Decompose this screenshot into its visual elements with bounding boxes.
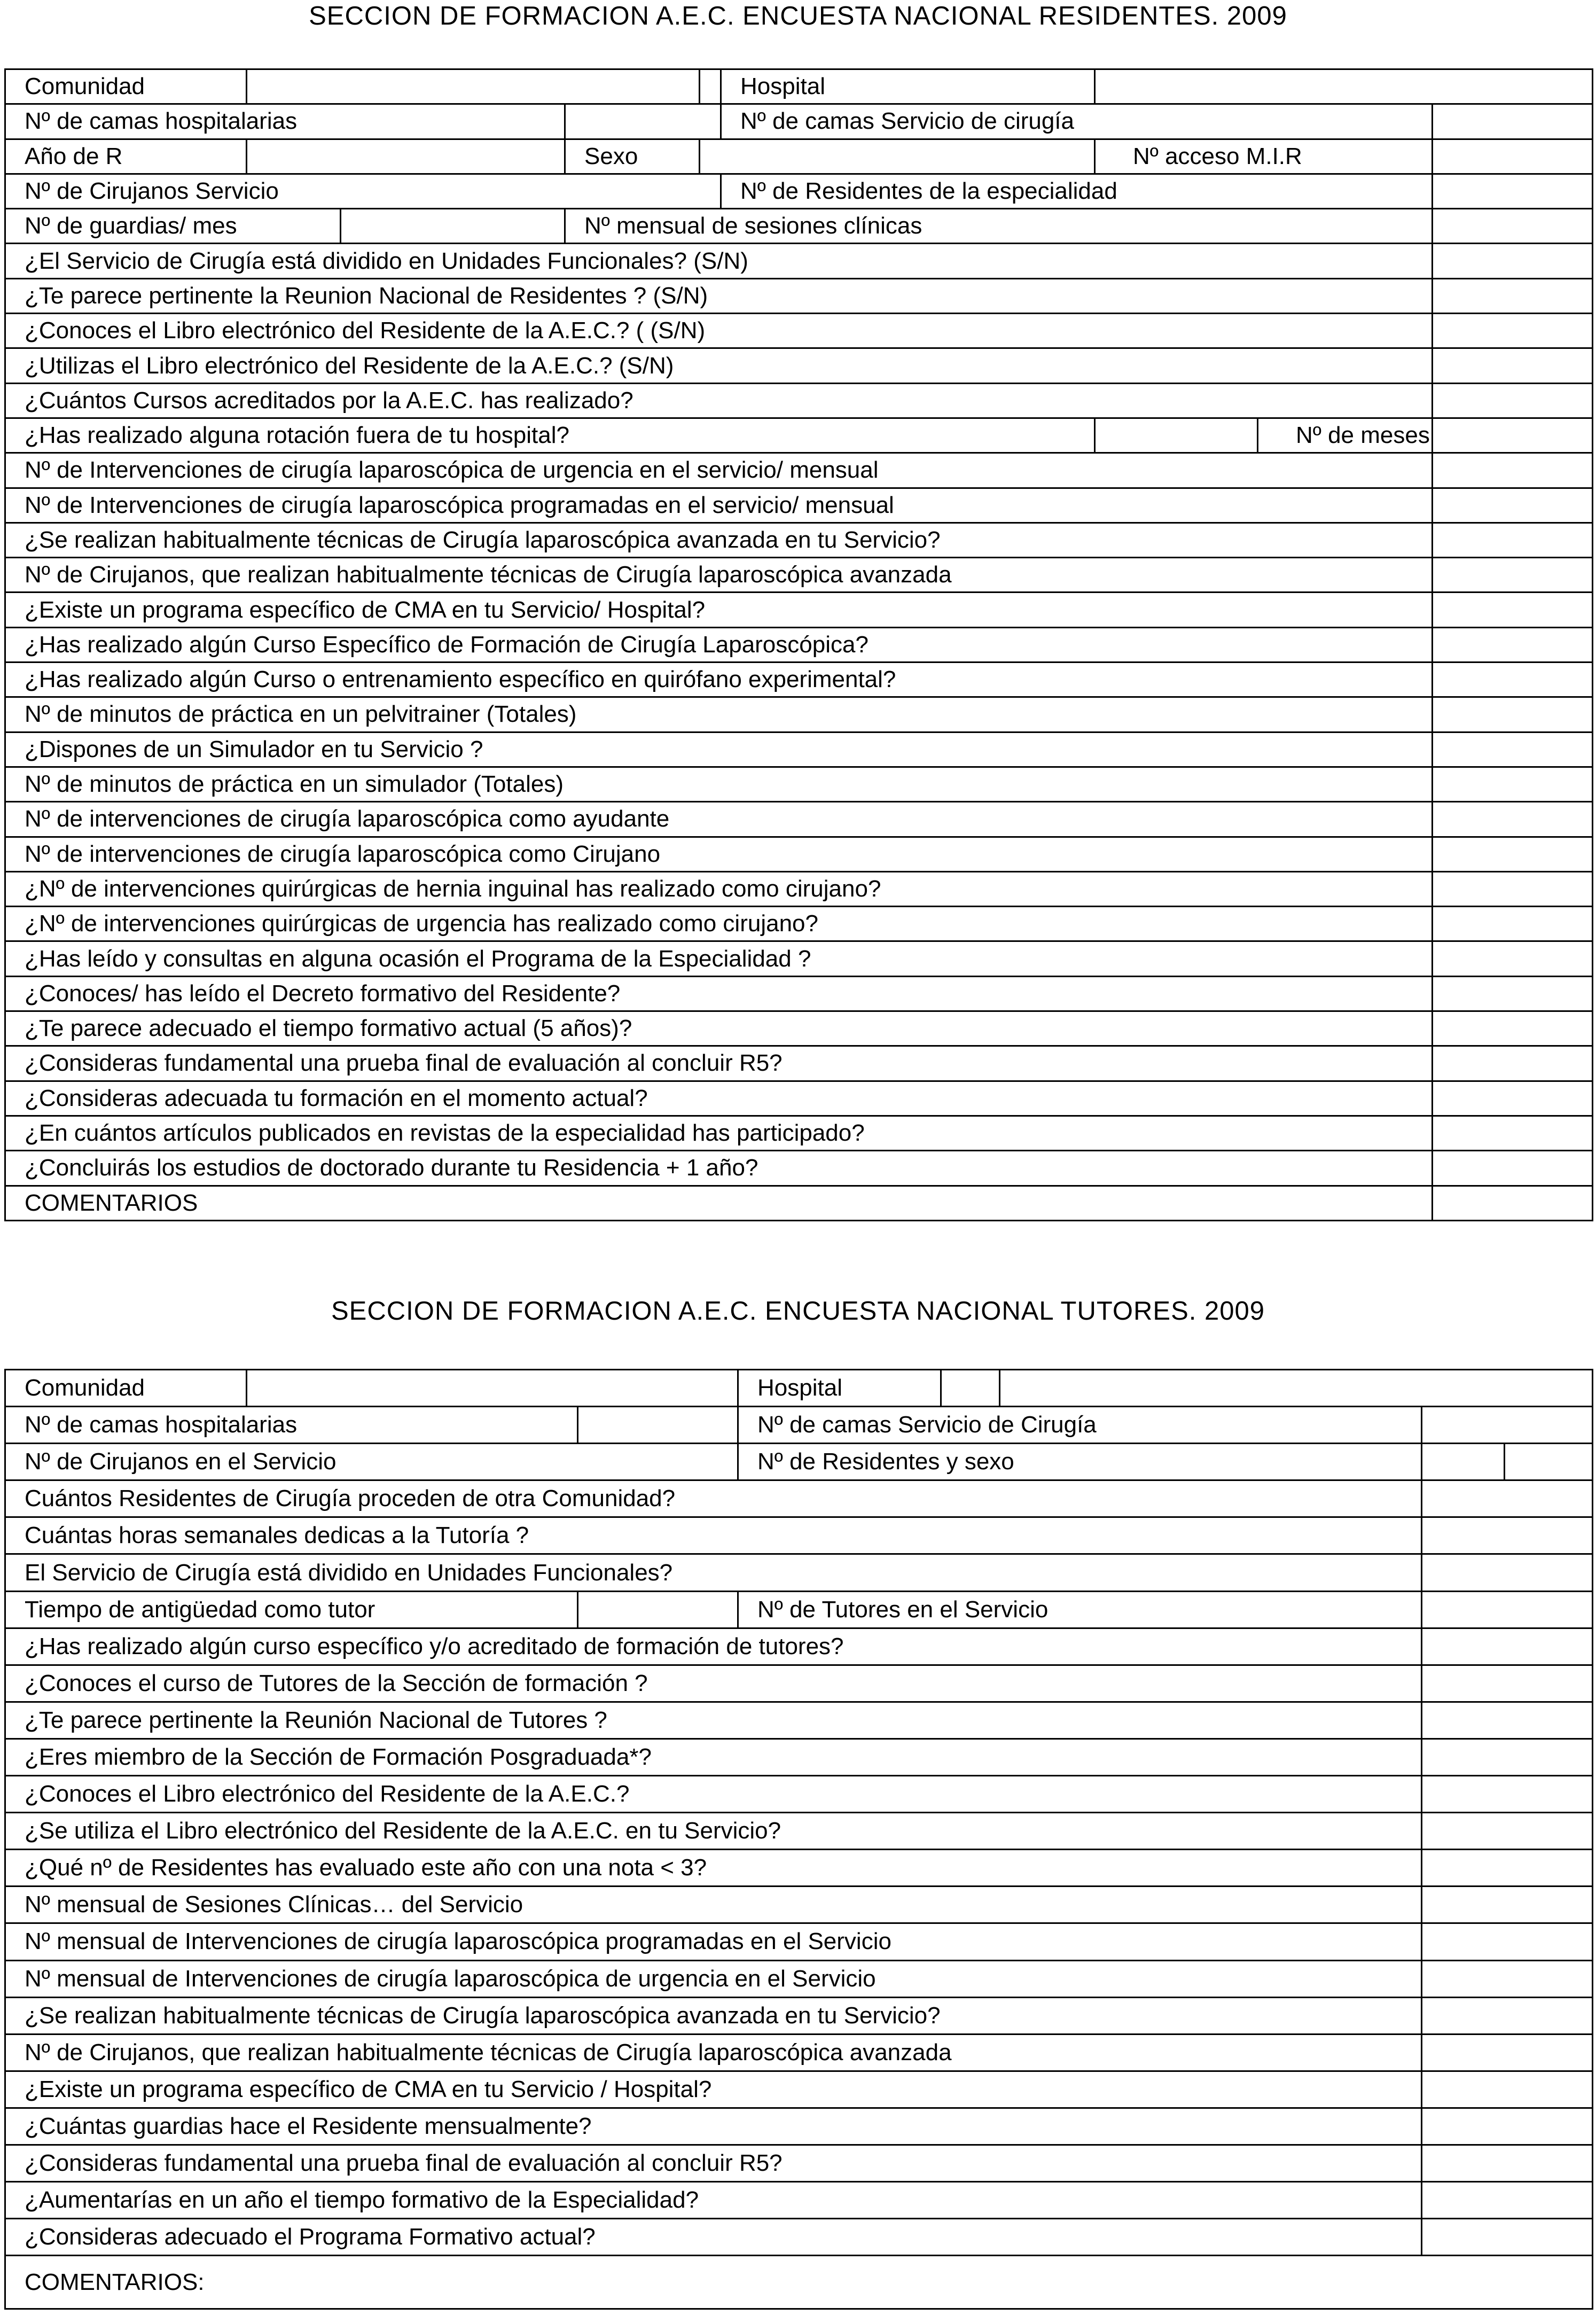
table-row: [5, 907, 1593, 941]
question-label: ¿Existe un programa específico de CMA en tu Servicio/ Hospital?: [5, 593, 1433, 627]
question-answer[interactable]: [1433, 244, 1593, 278]
table-row: [5, 2182, 1593, 2219]
question-answer[interactable]: [1422, 2071, 1593, 2108]
spacer-cell: [700, 69, 721, 104]
question-label: ¿Eres miembro de la Sección de Formación Posgraduada*?: [5, 1739, 1422, 1775]
table-row: [5, 1850, 1593, 1887]
table-row: [5, 871, 1593, 906]
question-answer[interactable]: [1433, 523, 1593, 557]
question-answer[interactable]: [1433, 488, 1593, 523]
question-label: ¿Consideras adecuada tu formación en el momento actual?: [5, 1081, 1433, 1116]
question-label: El Servicio de Cirugía está dividido en Unidades Funcionales?: [5, 1554, 1422, 1591]
question-label: ¿Te parece pertinente la Reunión Nacional de Tutores ?: [5, 1702, 1422, 1739]
input-guardias[interactable]: [341, 209, 565, 244]
table-row: [5, 1046, 1593, 1081]
question-answer[interactable]: [1422, 1517, 1593, 1554]
input-camas-servicio[interactable]: [1433, 104, 1593, 139]
table-row: [5, 2108, 1593, 2145]
input-residentes-especialidad[interactable]: [1433, 174, 1593, 208]
input-camas-hospitalarias-tutores[interactable]: [578, 1407, 738, 1444]
label-guardias: Nº de guardias/ mes: [5, 209, 341, 244]
question-label: ¿Has leído y consultas en alguna ocasión el Programa de la Especialidad ?: [5, 941, 1433, 976]
table-row: [5, 488, 1593, 523]
table-row: [5, 2256, 1593, 2309]
table-row: [5, 314, 1593, 348]
table-row: [5, 1960, 1593, 1997]
question-answer[interactable]: [1422, 1665, 1593, 1702]
table-row: [5, 593, 1593, 627]
input-antiguedad[interactable]: [578, 1591, 738, 1628]
question-label: Nº de minutos de práctica en un pelvitrainer (Totales): [5, 697, 1433, 732]
question-answer[interactable]: [1433, 558, 1593, 593]
question-answer[interactable]: [1433, 593, 1593, 627]
question-answer[interactable]: [1433, 1116, 1593, 1150]
residentes-survey-table: [4, 68, 1593, 1221]
question-label: ¿Utilizas el Libro electrónico del Residente de la A.E.C.? (S/N): [5, 348, 1433, 383]
table-row: [5, 802, 1593, 837]
input-meses[interactable]: [1433, 418, 1593, 453]
question-label: ¿Te parece adecuado el tiempo formativo actual (5 años)?: [5, 1011, 1433, 1046]
input-comentarios[interactable]: [1433, 1186, 1593, 1220]
question-label: ¿Se utiliza el Libro electrónico del Residente de la A.E.C. en tu Servicio?: [5, 1813, 1422, 1850]
question-answer[interactable]: [1433, 1046, 1593, 1081]
question-label: Nº de Cirujanos, que realizan habitualmente técnicas de Cirugía laparoscópica avanzada: [5, 558, 1433, 593]
table-row: [5, 1887, 1593, 1923]
table-row: [5, 1813, 1593, 1850]
question-label: ¿Existe un programa específico de CMA en tu Servicio / Hospital?: [5, 2071, 1422, 2108]
question-label: ¿Nº de intervenciones quirúrgicas de urgencia has realizado como cirujano?: [5, 907, 1433, 941]
question-answer[interactable]: [1422, 1554, 1593, 1591]
question-answer[interactable]: [1422, 1997, 1593, 2034]
table-row: [5, 1554, 1593, 1591]
table-row: [5, 69, 1593, 104]
table-row: [5, 2219, 1593, 2256]
table-row: [5, 244, 1593, 278]
input-residentes-sexo[interactable]: [1505, 1444, 1593, 1480]
question-label: Nº de Intervenciones de cirugía laparoscópica de urgencia en el servicio/ mensual: [5, 453, 1433, 488]
question-label: Nº de intervenciones de cirugía laparoscópica como ayudante: [5, 802, 1433, 837]
question-answer[interactable]: [1422, 1850, 1593, 1887]
tutores-survey-table: [4, 1369, 1593, 2310]
spacer-cell: [941, 1370, 1000, 1407]
question-label: ¿Se realizan habitualmente técnicas de Cirugía laparoscópica avanzada en tu Servicio?: [5, 523, 1433, 557]
input-ano-r[interactable]: [247, 139, 565, 174]
table-row: [5, 1444, 1593, 1480]
question-answer[interactable]: [1433, 1011, 1593, 1046]
label-camas-hospitalarias: Nº de camas hospitalarias: [5, 104, 565, 139]
question-answer[interactable]: [1422, 1887, 1593, 1923]
question-label: ¿Conoces el curso de Tutores de la Sección de formación ?: [5, 1665, 1422, 1702]
label-cirujanos-servicio: Nº de Cirujanos Servicio: [5, 174, 721, 208]
input-num-tutores[interactable]: [1422, 1591, 1593, 1628]
question-answer[interactable]: [1433, 941, 1593, 976]
table-row: [5, 697, 1593, 732]
question-answer[interactable]: [1422, 2108, 1593, 2145]
label-residentes-sexo: Nº de Residentes y sexo: [738, 1444, 1422, 1480]
table-row: [5, 1739, 1593, 1775]
table-row: [5, 1517, 1593, 1554]
label-hospital-tutores: Hospital: [738, 1370, 941, 1407]
question-answer[interactable]: [1433, 767, 1593, 801]
question-label: Nº de Intervenciones de cirugía laparoscópica programadas en el servicio/ mensual: [5, 488, 1433, 523]
question-answer[interactable]: [1422, 1813, 1593, 1850]
question-answer[interactable]: [1433, 1081, 1593, 1116]
table-row: [5, 1997, 1593, 2034]
question-label: Nº de Cirujanos, que realizan habitualmente técnicas de Cirugía laparoscópica avanzada: [5, 2034, 1422, 2071]
table-row: [5, 2034, 1593, 2071]
question-label: Cuántas horas semanales dedicas a la Tutoría ?: [5, 1517, 1422, 1554]
question-label: ¿Conoces el Libro electrónico del Residente de la A.E.C.?: [5, 1776, 1422, 1813]
input-rotacion[interactable]: [1095, 418, 1258, 453]
input-sexo[interactable]: [700, 139, 1095, 174]
question-answer[interactable]: [1422, 1923, 1593, 1960]
table-row: [5, 976, 1593, 1011]
question-answer[interactable]: [1433, 453, 1593, 488]
table-row: [5, 2071, 1593, 2108]
input-acceso-mir[interactable]: [1433, 139, 1593, 174]
question-label: ¿Cuántas guardias hace el Residente mensualmente?: [5, 2108, 1422, 2145]
question-answer[interactable]: [1422, 1739, 1593, 1775]
question-label: ¿Se realizan habitualmente técnicas de Cirugía laparoscópica avanzada en tu Servicio?: [5, 1997, 1422, 2034]
label-meses: Nº de meses: [1258, 418, 1433, 453]
label-num-tutores: Nº de Tutores en el Servicio: [738, 1591, 1422, 1628]
label-acceso-mir: Nº acceso M.I.R: [1095, 139, 1433, 174]
table-row: [5, 732, 1593, 767]
question-answer[interactable]: [1422, 1702, 1593, 1739]
table-row: [5, 174, 1593, 208]
input-hospital-tutores[interactable]: [1000, 1370, 1593, 1407]
table-row: [5, 1370, 1593, 1407]
question-label: ¿Conoces el Libro electrónico del Residente de la A.E.C.? ( (S/N): [5, 314, 1433, 348]
question-label: Nº de minutos de práctica en un simulador (Totales): [5, 767, 1433, 801]
label-antiguedad: Tiempo de antigüedad como tutor: [5, 1591, 578, 1628]
question-answer[interactable]: [1422, 2145, 1593, 2181]
residentes-title: SECCION DE FORMACION A.E.C. ENCUESTA NACIONAL RESIDENTES. 2009: [309, 2, 1287, 30]
table-row: [5, 1151, 1593, 1186]
question-answer[interactable]: [1422, 1480, 1593, 1517]
input-comunidad[interactable]: [247, 69, 700, 104]
question-label: ¿Te parece pertinente la Reunion Nacional de Residentes ? (S/N): [5, 278, 1433, 313]
table-row: [5, 2145, 1593, 2181]
question-answer[interactable]: [1433, 802, 1593, 837]
label-comentarios-tutores: COMENTARIOS:: [5, 2256, 1593, 2309]
question-answer[interactable]: [1422, 1628, 1593, 1665]
input-sesiones-clinicas[interactable]: [1433, 209, 1593, 244]
table-row: [5, 627, 1593, 662]
question-label: Nº mensual de Sesiones Clínicas… del Servicio: [5, 1887, 1422, 1923]
table-row: [5, 837, 1593, 871]
table-row: [5, 558, 1593, 593]
table-row: [5, 278, 1593, 313]
question-answer[interactable]: [1433, 871, 1593, 906]
question-answer[interactable]: [1433, 314, 1593, 348]
question-label: ¿Qué nº de Residentes has evaluado este año con una nota < 3?: [5, 1850, 1422, 1887]
question-label: ¿Consideras adecuado el Programa Formativo actual?: [5, 2219, 1422, 2256]
table-row: [5, 662, 1593, 697]
question-label: ¿Nº de intervenciones quirúrgicas de hernia inguinal has realizado como cirujano?: [5, 871, 1433, 906]
question-answer[interactable]: [1433, 278, 1593, 313]
question-label: Nº mensual de Intervenciones de cirugía laparoscópica programadas en el Servicio: [5, 1923, 1422, 1960]
question-answer[interactable]: [1433, 697, 1593, 732]
input-camas-servicio-tutores[interactable]: [1422, 1407, 1593, 1444]
label-hospital: Hospital: [721, 69, 1095, 104]
label-comunidad-tutores: Comunidad: [5, 1370, 247, 1407]
table-row: [5, 1665, 1593, 1702]
question-label: Nº mensual de Intervenciones de cirugía laparoscópica de urgencia en el Servicio: [5, 1960, 1422, 1997]
input-comunidad-tutores[interactable]: [247, 1370, 738, 1407]
label-camas-hospitalarias-tutores: Nº de camas hospitalarias: [5, 1407, 578, 1444]
question-answer[interactable]: [1433, 383, 1593, 418]
label-camas-servicio: Nº de camas Servicio de cirugía: [721, 104, 1433, 139]
table-row: [5, 523, 1593, 557]
question-label: ¿Has realizado algún curso específico y/o acreditado de formación de tutores?: [5, 1628, 1422, 1665]
table-row: [5, 1081, 1593, 1116]
question-answer[interactable]: [1433, 976, 1593, 1011]
table-row: [5, 1591, 1593, 1628]
label-residentes-especialidad: Nº de Residentes de la especialidad: [721, 174, 1433, 208]
question-label: ¿Concluirás los estudios de doctorado durante tu Residencia + 1 año?: [5, 1151, 1433, 1186]
tutores-title: SECCION DE FORMACION A.E.C. ENCUESTA NACIONAL TUTORES. 2009: [331, 1297, 1265, 1326]
question-answer[interactable]: [1433, 907, 1593, 941]
label-comentarios: COMENTARIOS: [5, 1186, 1433, 1220]
label-ano-r: Año de R: [5, 139, 247, 174]
question-answer[interactable]: [1422, 2219, 1593, 2256]
question-answer[interactable]: [1433, 732, 1593, 767]
question-answer[interactable]: [1433, 837, 1593, 871]
question-answer[interactable]: [1422, 1960, 1593, 1997]
question-label: ¿Dispones de un Simulador en tu Servicio ?: [5, 732, 1433, 767]
input-camas-hospitalarias[interactable]: [565, 104, 721, 139]
question-label: ¿Conoces/ has leído el Decreto formativo del Residente?: [5, 976, 1433, 1011]
table-row: [5, 1116, 1593, 1150]
table-row: [5, 139, 1593, 174]
table-row: [5, 1186, 1593, 1220]
question-answer[interactable]: [1433, 348, 1593, 383]
table-row: [5, 1480, 1593, 1517]
question-answer[interactable]: [1433, 627, 1593, 662]
input-residentes-num[interactable]: [1422, 1444, 1505, 1480]
table-row: [5, 941, 1593, 976]
label-camas-servicio-tutores: Nº de camas Servicio de Cirugía: [738, 1407, 1422, 1444]
table-row: [5, 767, 1593, 801]
question-label: ¿Has realizado algún Curso o entrenamiento específico en quirófano experimental?: [5, 662, 1433, 697]
label-rotacion: ¿Has realizado alguna rotación fuera de tu hospital?: [5, 418, 1095, 453]
label-sesiones-clinicas: Nº mensual de sesiones clínicas: [565, 209, 1433, 244]
table-row: [5, 209, 1593, 244]
question-label: ¿Consideras fundamental una prueba final de evaluación al concluir R5?: [5, 2145, 1422, 2181]
question-label: ¿Consideras fundamental una prueba final de evaluación al concluir R5?: [5, 1046, 1433, 1081]
table-row: [5, 453, 1593, 488]
input-hospital[interactable]: [1095, 69, 1593, 104]
question-answer[interactable]: [1422, 1776, 1593, 1813]
question-label: Cuántos Residentes de Cirugía proceden de otra Comunidad?: [5, 1480, 1422, 1517]
question-answer[interactable]: [1433, 662, 1593, 697]
question-label: ¿En cuántos artículos publicados en revistas de la especialidad has participado?: [5, 1116, 1433, 1150]
question-answer[interactable]: [1422, 2034, 1593, 2071]
label-comunidad: Comunidad: [5, 69, 247, 104]
table-row: [5, 1923, 1593, 1960]
table-row: [5, 383, 1593, 418]
table-row: [5, 1628, 1593, 1665]
table-row: [5, 1702, 1593, 1739]
table-row: [5, 418, 1593, 453]
question-label: ¿Aumentarías en un año el tiempo formativo de la Especialidad?: [5, 2182, 1422, 2219]
label-sexo: Sexo: [565, 139, 700, 174]
table-row: [5, 1407, 1593, 1444]
table-row: [5, 1011, 1593, 1046]
table-row: [5, 348, 1593, 383]
question-answer[interactable]: [1422, 2182, 1593, 2219]
question-label: ¿Cuántos Cursos acreditados por la A.E.C. has realizado?: [5, 383, 1433, 418]
question-label: Nº de intervenciones de cirugía laparoscópica como Cirujano: [5, 837, 1433, 871]
question-label: ¿Has realizado algún Curso Específico de Formación de Cirugía Laparoscópica?: [5, 627, 1433, 662]
table-row: [5, 104, 1593, 139]
table-row: [5, 1776, 1593, 1813]
question-answer[interactable]: [1433, 1151, 1593, 1186]
question-label: ¿El Servicio de Cirugía está dividido en Unidades Funcionales? (S/N): [5, 244, 1433, 278]
label-cirujanos-servicio-tutores: Nº de Cirujanos en el Servicio: [5, 1444, 738, 1480]
